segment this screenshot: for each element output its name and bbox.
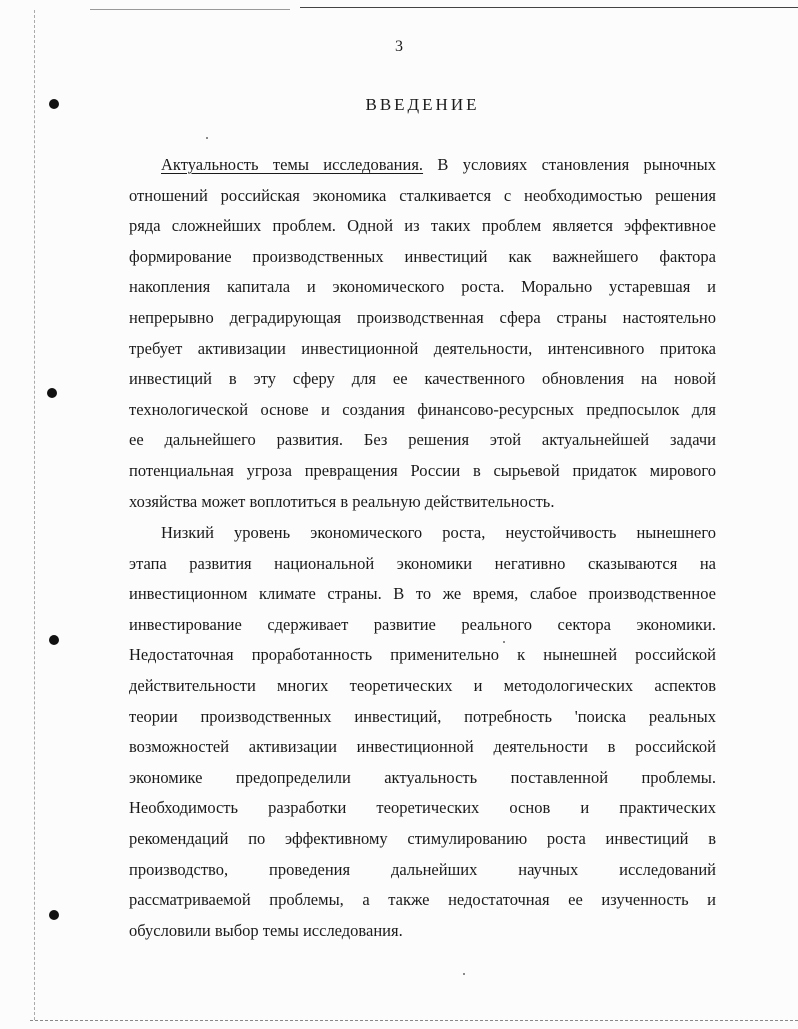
paragraph-line: инвестиционном климате страны. В то же время, слабое производственное [129, 584, 716, 604]
paragraph-line: ее дальнейшего развития. Без решения этой актуальнейшей задачи [129, 430, 716, 450]
paragraph-line: Необходимость разработки теоретических основ и практических [129, 798, 716, 818]
paragraph-line: инвестирование сдерживает развитие реального сектора экономики. [129, 614, 716, 634]
paragraph-line: требует активизации инвестиционной деятельности, интенсивного притока [129, 338, 716, 358]
paragraph-line: Актуальность темы исследования. В условиях становления рыночных [161, 155, 716, 174]
paragraph-line: формирование производственных инвестиций как важнейшего фактора [129, 246, 716, 266]
scan-bottom-edge [30, 1020, 798, 1021]
punch-hole-4 [49, 910, 59, 920]
paragraph-line: этапа развития национальной экономики негативно сказываются на [129, 553, 716, 573]
paragraph-line: непрерывно деградирующая производственная сфера страны настоятельно [129, 308, 716, 327]
punch-hole-2 [47, 388, 57, 398]
paragraph-line: хозяйства может воплотиться в реальную действительность. [129, 491, 555, 511]
paragraph-line: обусловили выбор темы исследования. [129, 920, 403, 940]
relevance-lead: Актуальность темы исследования. [161, 155, 424, 174]
punch-hole-3 [49, 635, 59, 645]
paragraph-line: Низкий уровень экономического роста, неустойчивость нынешнего [161, 523, 716, 542]
paragraph-line: возможностей активизации инвестиционной деятельности в российской [129, 737, 716, 757]
scan-left-edge [34, 10, 35, 1020]
scan-top-edge-left [90, 9, 290, 10]
paragraph-line: рекомендаций по эффективному стимулированию роста инвестиций в [129, 829, 716, 848]
paragraph-line: рассматриваемой проблемы, а также недостаточная ее изученность и [129, 890, 716, 910]
paragraph-line: накопления капитала и экономического роста. Морально устаревшая и [129, 277, 716, 297]
paragraph-line: отношений российская экономика сталкивается с необходимостью решения [129, 185, 716, 205]
paragraph-line: экономике предопределили актуальность поставленной проблемы. [129, 767, 716, 787]
scan-speck [463, 973, 465, 975]
scan-speck [206, 137, 208, 139]
paragraph-line: производство, проведения дальнейших научных исследований [129, 859, 716, 879]
page-number: 3 [395, 38, 403, 55]
paragraph-line: инвестиций в эту сферу для ее качественного обновления на новой [129, 369, 716, 389]
paragraph-line: ряда сложнейших проблем. Одной из таких проблем является эффективное [129, 216, 716, 236]
scan-top-edge [300, 7, 798, 8]
paragraph-line: теории производственных инвестиций, потребность 'поиска реальных [129, 706, 716, 726]
paragraph-line: потенциальная угроза превращения России в сырьевой придаток мирового [129, 461, 716, 480]
paragraph-line: Недостаточная проработанность применительно к нынешней российской [129, 645, 716, 665]
paragraph-line: действительности многих теоретических и методологических аспектов [129, 676, 716, 695]
paragraph-line: технологической основе и создания финансово-ресурсных предпосылок для [129, 399, 716, 419]
section-heading: ВВЕДЕНИЕ [365, 95, 480, 114]
